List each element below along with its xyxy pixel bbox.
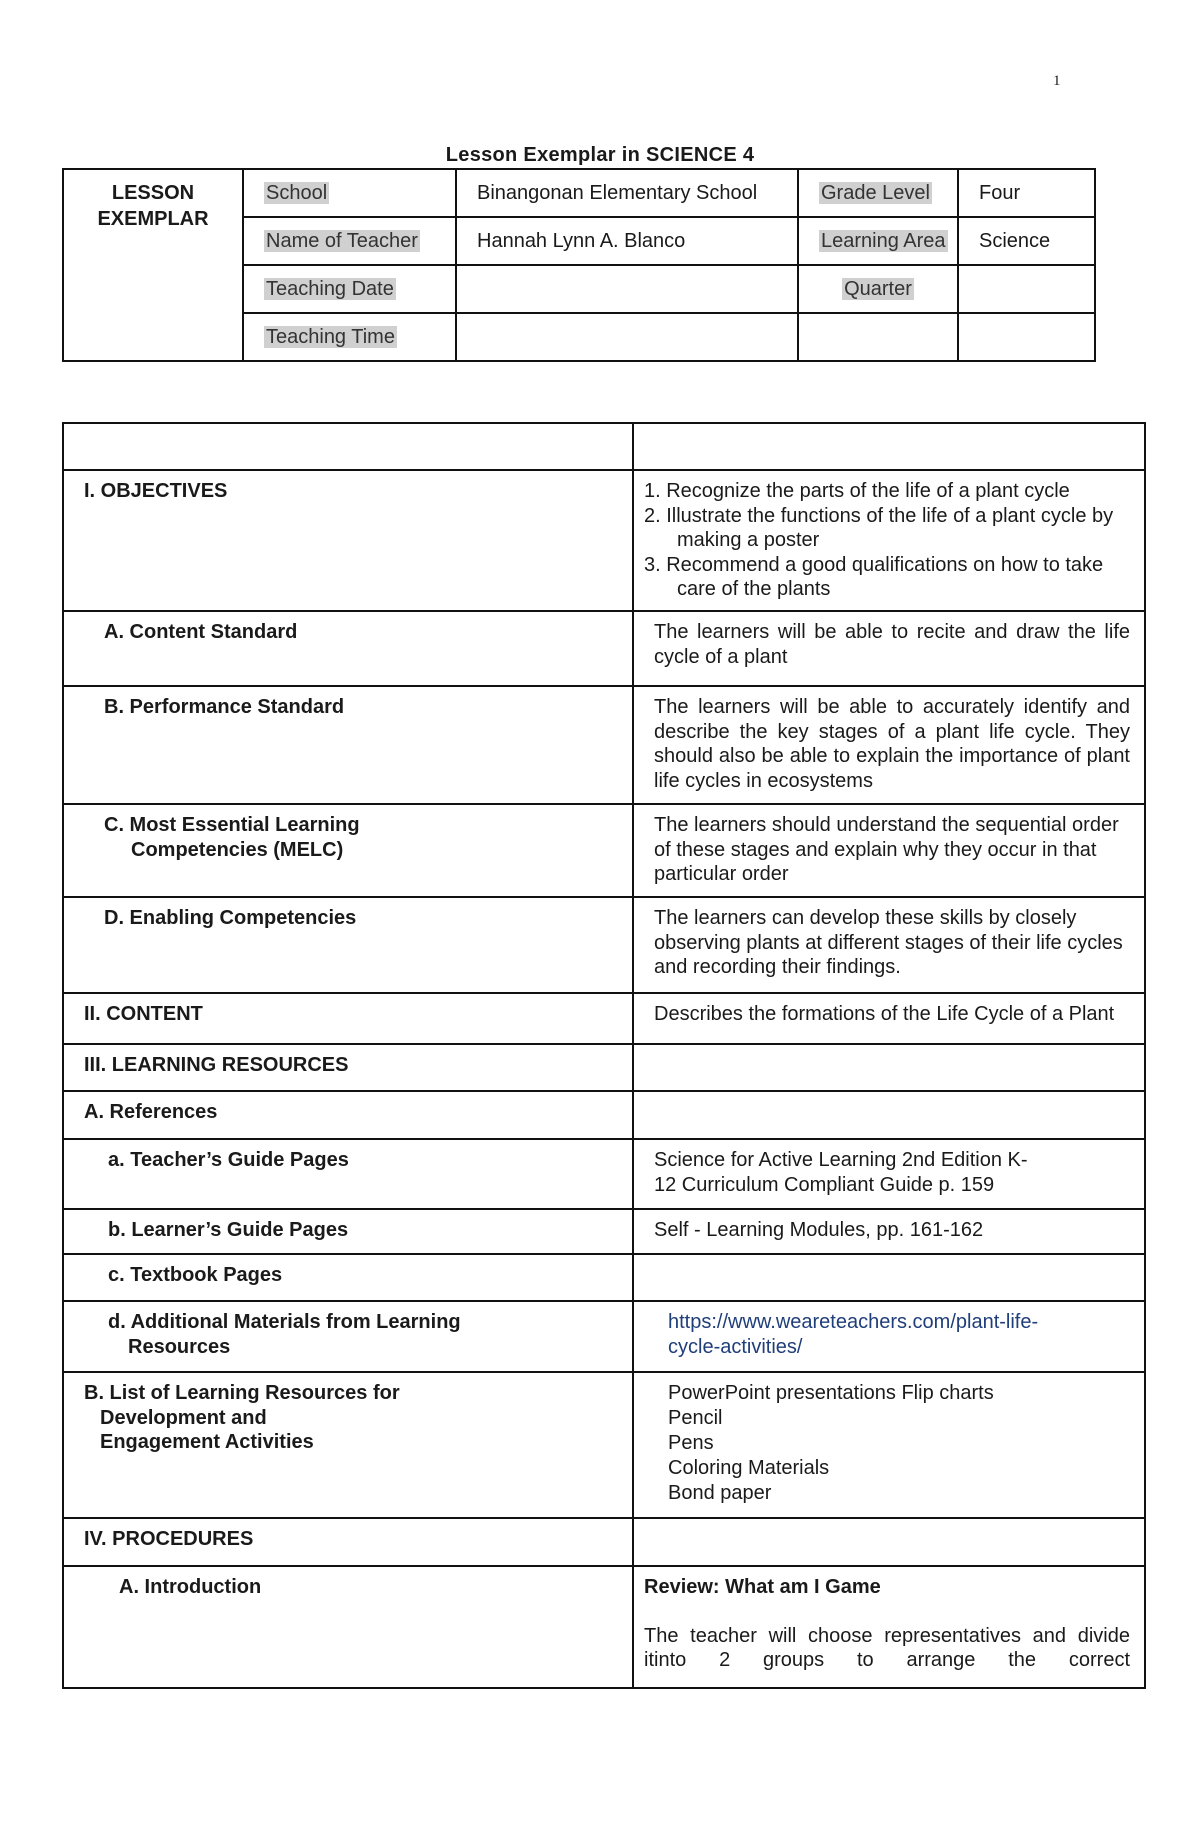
date-label-cell: Teaching Date (243, 265, 456, 313)
header-table (62, 168, 1096, 362)
learners-guide-text: Self - Learning Modules, pp. 161-162 (633, 1209, 1145, 1254)
objectives-row (63, 470, 1145, 611)
content-standard-label: A. Content Standard (63, 611, 633, 686)
list-item: Bond paper (668, 1482, 772, 1504)
references-label: A. References (63, 1091, 633, 1139)
area-label-cell: Learning Area (798, 217, 958, 265)
lesson-plan-table (62, 422, 1146, 1689)
school-value: Binangonan Elementary School (456, 169, 798, 217)
teachers-guide-label: a. Teacher’s Guide Pages (63, 1139, 633, 1209)
objective-item: 1. Recognize the parts of the life of a plant cycle (644, 480, 1070, 502)
teacher-label-cell: Name of Teacher (243, 217, 456, 265)
area-value: Science (958, 217, 1095, 265)
enabling-competencies-text: The learners can develop these skills by closely observing plants at different stages of their life cycles and recording their findings. (633, 897, 1145, 993)
list-item: Coloring Materials (668, 1457, 830, 1479)
teacher-value: Hannah Lynn A. Blanco (456, 217, 798, 265)
additional-materials-label: d. Additional Materials from Learning Resources (63, 1301, 633, 1372)
performance-standard-text: The learners will be able to accurately identify and describe the key stages of a plant life cycle. They should also be able to explain the importance of plant life cycles in ecosystems (633, 686, 1145, 804)
procedures-label: IV. PROCEDURES (63, 1518, 633, 1566)
learning-resources-list (633, 1372, 1145, 1518)
quarter-value (958, 265, 1095, 313)
melc-label: C. Most Essential Learning Competencies (MELC) (63, 804, 633, 897)
school-label-cell: School (243, 169, 456, 217)
learners-guide-label: b. Learner’s Guide Pages (63, 1209, 633, 1254)
content-text: Describes the formations of the Life Cycle of a Plant (633, 993, 1145, 1044)
list-item: PowerPoint presentations Flip charts (668, 1382, 994, 1404)
introduction-label: A. Introduction (63, 1566, 633, 1688)
page-number: 1 (1053, 73, 1061, 89)
objectives-label: I. OBJECTIVES (63, 470, 633, 611)
melc-text: The learners should understand the sequential order of these stages and explain why they occur in that particular order (633, 804, 1145, 897)
date-value (456, 265, 798, 313)
objective-item: 2. Illustrate the functions of the life of a plant cycle by making a poster (644, 504, 1114, 551)
learning-resources-list-label: B. List of Learning Resources for Development and Engagement Activities (63, 1372, 633, 1518)
quarter-label-cell: Quarter (798, 265, 958, 313)
performance-standard-label: B. Performance Standard (63, 686, 633, 804)
time-value (456, 313, 798, 361)
list-item: Pencil (668, 1407, 723, 1429)
review-title: Review: What am I Game (644, 1576, 881, 1598)
review-text: The teacher will choose representatives and divide itinto 2 groups to arrange the correct (644, 1624, 1130, 1671)
learning-resources-label: III. LEARNING RESOURCES (63, 1044, 633, 1091)
additional-materials-link[interactable]: https://www.weareteachers.com/plant-life- cycle-activities/ (633, 1301, 1145, 1372)
content-label: II. CONTENT (63, 993, 633, 1044)
introduction-text (633, 1566, 1145, 1688)
enabling-competencies-label: D. Enabling Competencies (63, 897, 633, 993)
textbook-pages-label: c. Textbook Pages (63, 1254, 633, 1301)
grade-label-cell: Grade Level (798, 169, 958, 217)
teachers-guide-text: Science for Active Learning 2nd Edition K- 12 Curriculum Compliant Guide p. 159 (633, 1139, 1145, 1209)
grade-value: Four (958, 169, 1095, 217)
document-title: Lesson Exemplar in SCIENCE 4 (445, 144, 755, 166)
content-standard-text: The learners will be able to recite and draw the life cycle of a plant (633, 611, 1145, 686)
time-label-cell: Teaching Time (243, 313, 456, 361)
lesson-exemplar-label: LESSON EXEMPLAR (63, 169, 243, 361)
objective-item: 3. Recommend a good qualifications on how to take care of the plants (644, 553, 1104, 600)
list-item: Pens (668, 1432, 714, 1454)
objectives-list (633, 470, 1145, 611)
